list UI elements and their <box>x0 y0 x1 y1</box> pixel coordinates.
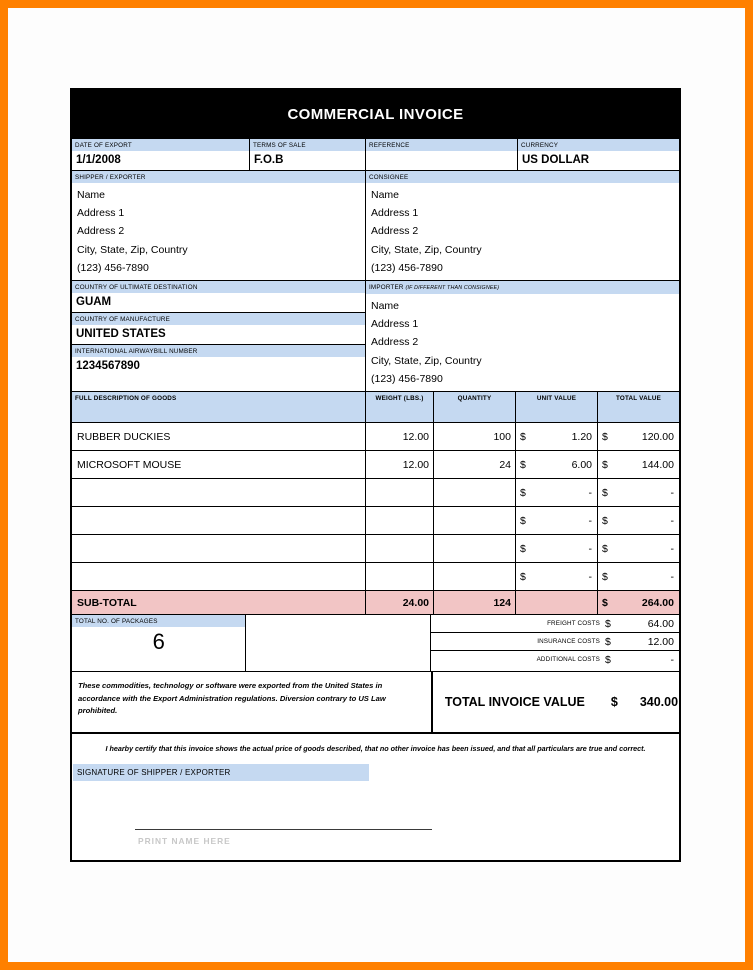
cell-quantity[interactable] <box>433 563 515 590</box>
value-unit-value <box>516 423 597 450</box>
reference-caption-cell <box>365 139 517 151</box>
shipper-caption-cell <box>72 171 365 183</box>
value-unit-value <box>516 563 597 590</box>
destination-value-cell[interactable] <box>72 293 365 313</box>
consignee-caption-cell <box>365 171 679 183</box>
importer-address-cell[interactable] <box>366 294 679 391</box>
reference-label: REFERENCE <box>369 142 410 149</box>
freight-costs-value: 64.00 <box>647 617 674 630</box>
value-unit-value <box>516 535 597 562</box>
amount: 1.20 <box>571 431 592 444</box>
additional-costs-value: - <box>670 654 674 667</box>
goods-col-description-label: FULL DESCRIPTION OF GOODS <box>75 395 177 403</box>
value-unit-value <box>516 479 597 506</box>
amount: - <box>670 515 674 528</box>
table-row[interactable] <box>72 423 679 451</box>
shipper-address-cell[interactable] <box>72 183 365 280</box>
currency-symbol: $ <box>520 515 526 528</box>
origin-importer-row <box>72 281 679 392</box>
cell-unit-value[interactable] <box>515 563 597 590</box>
signature-input-area[interactable] <box>72 781 679 829</box>
signature-block <box>72 764 679 860</box>
shipper-line-4: (123) 456-7890 <box>77 261 149 274</box>
shipper-address <box>72 183 365 280</box>
destination-label: COUNTRY OF ULTIMATE DESTINATION <box>75 284 198 292</box>
packages-blank-cell[interactable] <box>246 615 430 671</box>
value-weight: 12.00 <box>402 459 429 472</box>
cell-total-value[interactable] <box>597 563 679 590</box>
cell-weight[interactable] <box>365 563 433 590</box>
amount: - <box>670 543 674 556</box>
cell-description[interactable] <box>72 563 365 590</box>
importer-line-0: Name <box>371 300 400 313</box>
value-total-value <box>598 451 679 478</box>
parties-caption-row <box>72 171 679 183</box>
subtotal-total-value <box>598 591 679 614</box>
airwaybill-value: 1234567890 <box>76 360 140 373</box>
reference-value <box>366 151 517 170</box>
packages-label: TOTAL NO. OF PACKAGES <box>75 618 158 626</box>
goods-col-unit-value-label: UNIT VALUE <box>536 395 577 403</box>
signature-label: SIGNATURE OF SHIPPER / EXPORTER <box>73 764 369 781</box>
amount: 264.00 <box>641 597 674 610</box>
goods-col-quantity-header <box>433 392 515 422</box>
cell-weight[interactable] <box>365 423 433 450</box>
importer-column <box>365 281 679 391</box>
currency-symbol: $ <box>520 487 526 500</box>
terms-of-sale-label: TERMS OF SALE <box>253 142 306 149</box>
cell-quantity[interactable] <box>433 479 515 506</box>
additional-costs-label: ADDITIONAL COSTS <box>536 656 600 664</box>
importer-line-4: (123) 456-7890 <box>371 372 443 385</box>
currency-symbol: $ <box>520 543 526 556</box>
amount: - <box>588 487 592 500</box>
importer-line-1: Address 1 <box>371 318 419 331</box>
cell-total-value[interactable] <box>597 479 679 506</box>
reference-value-cell[interactable] <box>365 151 517 170</box>
insurance-costs-value: 12.00 <box>647 635 674 648</box>
total-invoice-value <box>433 672 679 732</box>
value-unit-value <box>516 507 597 534</box>
subtotal-unit-value <box>516 591 597 614</box>
date-of-export-value-cell[interactable] <box>72 151 249 170</box>
date-of-export-label: DATE OF EXPORT <box>75 142 132 149</box>
currency-symbol: $ <box>602 431 608 444</box>
currency-caption-cell <box>517 139 679 151</box>
goods-col-weight-label: WEIGHT (LBS.) <box>375 395 424 403</box>
shipper-line-2: Address 2 <box>77 225 125 238</box>
terms-of-sale-caption-cell <box>249 139 365 151</box>
subtotal-quantity-cell <box>433 591 515 614</box>
destination-value: GUAM <box>76 296 112 309</box>
freight-costs-symbol: $ <box>604 617 611 630</box>
currency-symbol: $ <box>602 459 608 472</box>
cell-total-value[interactable] <box>597 507 679 534</box>
amount: - <box>588 543 592 556</box>
importer-label-note: (IF DIFFERENT THAN CONSIGNEE) <box>405 285 500 292</box>
value-unit-value <box>516 451 597 478</box>
goods-col-unit-value-header <box>515 392 597 422</box>
commercial-invoice-document <box>70 88 681 862</box>
consignee-line-2: Address 2 <box>371 225 419 238</box>
consignee-line-4: (123) 456-7890 <box>371 261 443 274</box>
cell-weight[interactable] <box>365 479 433 506</box>
amount: - <box>588 571 592 584</box>
manufacture-caption-cell <box>72 313 365 325</box>
cell-description[interactable] <box>72 451 365 478</box>
date-of-export-value: 1/1/2008 <box>76 154 121 166</box>
cell-unit-value[interactable] <box>515 451 597 478</box>
invoice-title-banner: COMMERCIAL INVOICE <box>72 90 679 138</box>
currency-symbol: $ <box>602 515 608 528</box>
insurance-costs-label: INSURANCE COSTS <box>537 637 600 645</box>
parties-address-row <box>72 183 679 281</box>
shipper-label: SHIPPER / EXPORTER <box>75 174 146 181</box>
export-declaration-text: These commodities, technology or software were exported from the United States in accordance with the Export Administration regulations. Diversion contrary to US Law prohibited. <box>78 681 386 716</box>
print-name-placeholder[interactable]: PRINT NAME HERE <box>138 836 231 847</box>
packages-box[interactable] <box>72 615 246 671</box>
subtotal-label-cell <box>72 591 365 614</box>
cell-unit-value[interactable] <box>515 423 597 450</box>
terms-of-sale-value: F.O.B <box>254 154 284 166</box>
cell-description[interactable] <box>72 479 365 506</box>
cell-quantity[interactable] <box>433 507 515 534</box>
currency-symbol: $ <box>602 487 608 500</box>
export-declaration-cell <box>72 672 431 732</box>
additional-costs-row[interactable] <box>431 651 679 669</box>
value-total-value <box>598 535 679 562</box>
value-description: MICROSOFT MOUSE <box>77 459 182 472</box>
cell-unit-value[interactable] <box>515 479 597 506</box>
currency-symbol: $ <box>520 459 526 472</box>
packages-value: 6 <box>152 629 165 655</box>
top-field-captions-row <box>72 138 679 151</box>
subtotal-weight: 24.00 <box>402 597 429 610</box>
freight-costs-row[interactable] <box>431 615 679 633</box>
value-description: RUBBER DUCKIES <box>77 431 171 444</box>
cell-unit-value[interactable] <box>515 535 597 562</box>
consignee-address <box>366 183 679 280</box>
amount: 144.00 <box>641 459 674 472</box>
cell-description[interactable] <box>72 535 365 562</box>
freight-costs-label: FREIGHT COSTS <box>547 619 600 627</box>
page-sheet <box>8 8 745 962</box>
consignee-line-0: Name <box>371 189 400 201</box>
total-invoice-value-cell <box>431 672 679 732</box>
top-field-values-row <box>72 151 679 171</box>
table-row[interactable] <box>72 507 679 535</box>
value-total-value <box>598 423 679 450</box>
manufacture-label: COUNTRY OF MANUFACTURE <box>75 316 171 324</box>
terms-of-sale-value-cell[interactable] <box>249 151 365 170</box>
costs-column <box>431 615 679 671</box>
insurance-costs-symbol: $ <box>604 635 611 648</box>
certification-statement: I hearby certify that this invoice shows the actual price of goods described, that no other invoice has been issued, and that all particulars are true and correct. <box>105 744 646 754</box>
packages-costs-row <box>72 615 679 672</box>
amount: - <box>670 487 674 500</box>
cell-weight[interactable] <box>365 451 433 478</box>
cell-total-value[interactable] <box>597 535 679 562</box>
table-row[interactable] <box>72 563 679 591</box>
currency-value-cell[interactable] <box>517 151 679 170</box>
currency-symbol: $ <box>602 597 608 610</box>
total-invoice-value-label: TOTAL INVOICE VALUE <box>444 695 585 710</box>
value-total-value <box>598 479 679 506</box>
currency-symbol: $ <box>602 543 608 556</box>
goods-col-total-value-label: TOTAL VALUE <box>615 395 662 403</box>
shipper-line-3: City, State, Zip, Country <box>77 243 188 256</box>
goods-col-description-header <box>72 392 365 422</box>
manufacture-value: UNITED STATES <box>76 328 166 341</box>
currency-symbol: $ <box>520 431 526 444</box>
cell-description[interactable] <box>72 423 365 450</box>
importer-caption-cell <box>366 281 679 294</box>
declaration-total-row <box>72 672 679 734</box>
value-total-value <box>598 563 679 590</box>
subtotal-unit-value-cell <box>515 591 597 614</box>
currency-symbol: $ <box>602 571 608 584</box>
importer-label-main: IMPORTER <box>369 284 406 292</box>
value-weight: 12.00 <box>402 431 429 444</box>
date-of-export-caption-cell <box>72 139 249 151</box>
cell-quantity[interactable] <box>433 423 515 450</box>
amount: - <box>670 571 674 584</box>
importer-label <box>366 281 679 294</box>
cell-unit-value[interactable] <box>515 507 597 534</box>
value-total-value <box>598 507 679 534</box>
cell-total-value[interactable] <box>597 451 679 478</box>
cell-weight[interactable] <box>365 507 433 534</box>
consignee-label: CONSIGNEE <box>369 174 409 181</box>
consignee-line-1: Address 1 <box>371 207 419 220</box>
airwaybill-value-cell[interactable] <box>72 357 365 376</box>
value-quantity: 100 <box>493 431 511 444</box>
packages-caption-cell <box>72 615 245 627</box>
subtotal-label: SUB-TOTAL <box>77 597 137 610</box>
subtotal-total-value-cell <box>597 591 679 614</box>
importer-address <box>366 294 679 391</box>
shipper-line-1: Address 1 <box>77 207 125 220</box>
goods-col-total-value-header <box>597 392 679 422</box>
cell-total-value[interactable] <box>597 423 679 450</box>
additional-costs-symbol: $ <box>604 654 611 667</box>
importer-line-3: City, State, Zip, Country <box>371 354 482 367</box>
cell-weight[interactable] <box>365 535 433 562</box>
destination-caption-cell <box>72 281 365 293</box>
shipper-line-0: Name <box>77 189 106 201</box>
table-row[interactable] <box>72 535 679 563</box>
value-quantity: 24 <box>499 459 511 472</box>
currency-symbol: $ <box>520 571 526 584</box>
total-invoice-value-symbol: $ <box>610 695 618 710</box>
table-row[interactable] <box>72 479 679 507</box>
goods-col-weight-header <box>365 392 433 422</box>
consignee-line-3: City, State, Zip, Country <box>371 243 482 256</box>
insurance-costs-row[interactable] <box>431 633 679 651</box>
subtotal-weight-cell <box>365 591 433 614</box>
importer-line-2: Address 2 <box>371 336 419 349</box>
total-invoice-value-amount: 340.00 <box>639 695 679 710</box>
cell-quantity[interactable] <box>433 451 515 478</box>
consignee-address-cell[interactable] <box>365 183 679 280</box>
airwaybill-caption-cell <box>72 345 365 357</box>
subtotal-quantity: 124 <box>493 597 511 610</box>
manufacture-value-cell[interactable] <box>72 325 365 345</box>
currency-value: US DOLLAR <box>522 154 590 166</box>
table-row[interactable] <box>72 451 679 479</box>
goods-table-header <box>72 392 679 423</box>
amount: 120.00 <box>641 431 674 444</box>
amount: 6.00 <box>571 459 592 472</box>
cell-description[interactable] <box>72 507 365 534</box>
airwaybill-label: INTERNATIONAL AIRWAYBILL NUMBER <box>75 348 198 356</box>
cell-quantity[interactable] <box>433 535 515 562</box>
subtotal-row <box>72 591 679 615</box>
amount: - <box>588 515 592 528</box>
currency-label: CURRENCY <box>521 142 559 149</box>
origin-fields-column <box>72 281 365 391</box>
goods-col-quantity-label: QUANTITY <box>457 395 492 403</box>
